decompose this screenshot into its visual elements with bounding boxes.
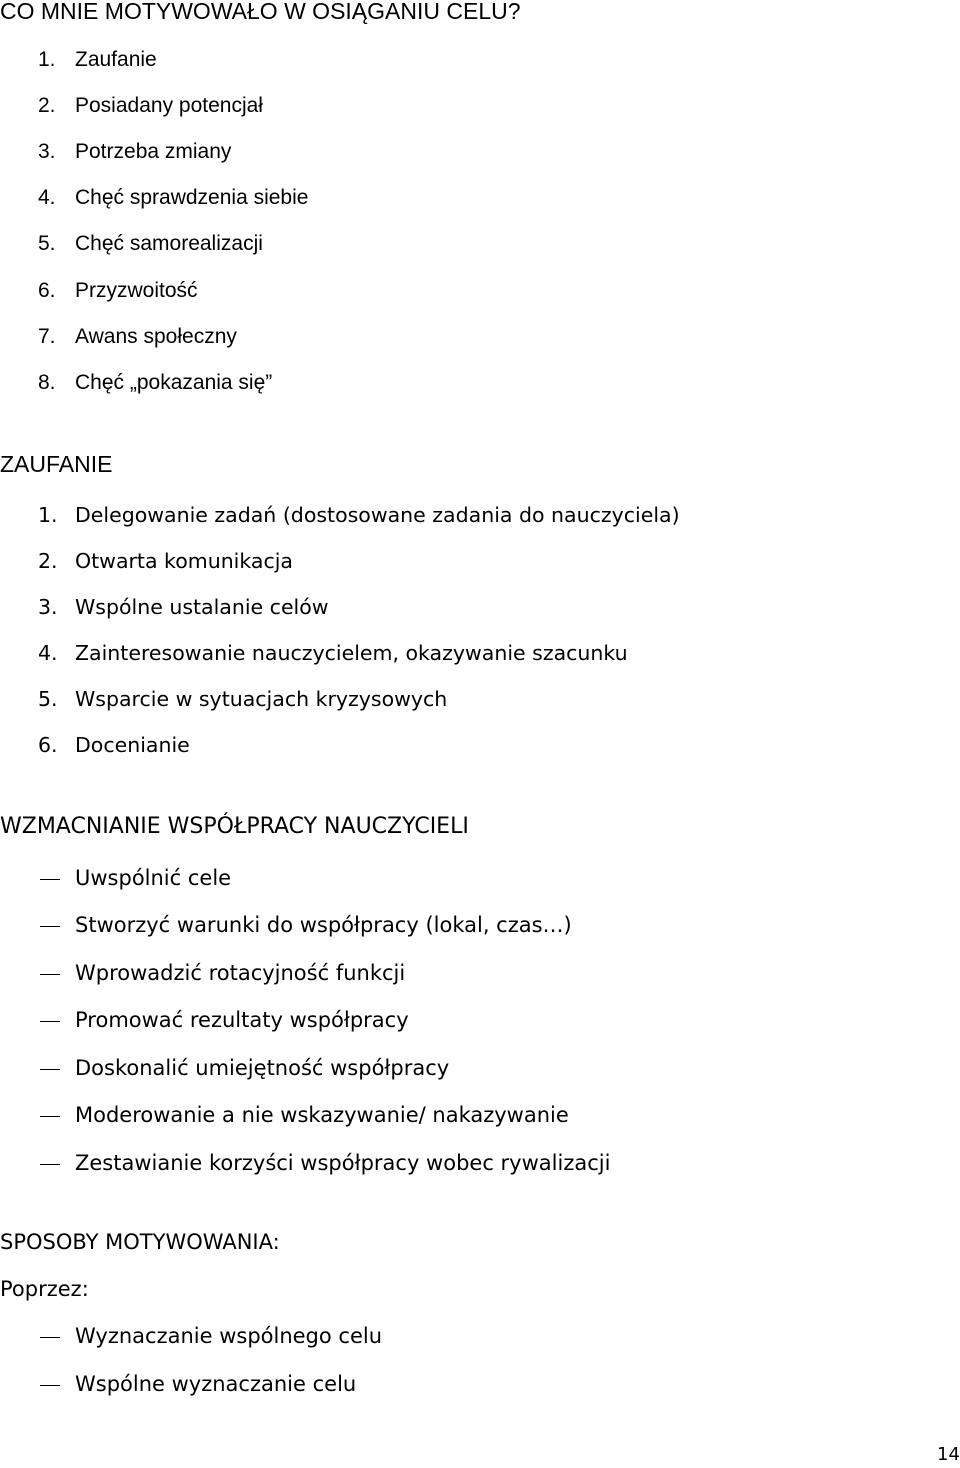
list-item <box>0 326 960 352</box>
bullet-item <box>0 868 960 894</box>
section-title-trust: ZAUFANIE <box>0 451 113 477</box>
list-text: Zaufanie <box>75 48 157 71</box>
bullet-text: Moderowanie a nie wskazywanie/ nakazywanie <box>75 1103 569 1127</box>
list-number: 4. <box>38 641 58 665</box>
list-item <box>0 551 960 577</box>
list-item <box>0 597 960 623</box>
list-text: Posiadany potencjał <box>75 94 263 117</box>
bullet-item <box>0 1153 960 1179</box>
bullet-text: Doskonalić umiejętność współpracy <box>75 1056 450 1080</box>
list-text: Delegowanie zadań (dostosowane zadania do nauczyciela) <box>75 503 680 527</box>
list-item <box>0 689 960 715</box>
list-number: 5. <box>38 687 58 711</box>
list-number: 5. <box>38 232 56 255</box>
list-number: 7. <box>38 325 56 348</box>
bullet-item <box>0 963 960 989</box>
list-number: 2. <box>38 94 56 117</box>
list-item <box>0 95 960 121</box>
list-number: 6. <box>38 733 58 757</box>
list-text: Potrzeba zmiany <box>75 140 232 163</box>
dash-bullet-icon <box>40 1337 60 1338</box>
list-item <box>0 643 960 669</box>
dash-bullet-icon <box>40 1385 60 1386</box>
list-text: Zainteresowanie nauczycielem, okazywanie szacunku <box>75 641 628 665</box>
list-number: 2. <box>38 549 58 573</box>
section-title-methods: SPOSOBY MOTYWOWANIA: <box>0 1230 280 1254</box>
dash-bullet-icon <box>40 1069 60 1070</box>
bullet-item <box>0 1010 960 1036</box>
list-text: Wspólne ustalanie celów <box>75 595 329 619</box>
page-number: 14 <box>937 1444 960 1465</box>
bullet-text: Wyznaczanie wspólnego celu <box>75 1324 383 1348</box>
bullet-item <box>0 1374 960 1400</box>
list-item <box>0 280 960 306</box>
bullet-item <box>0 915 960 941</box>
bullet-text: Stworzyć warunki do współpracy (lokal, czas…) <box>75 913 572 937</box>
list-item <box>0 233 960 259</box>
list-item <box>0 141 960 167</box>
list-number: 4. <box>38 186 56 209</box>
dash-bullet-icon <box>40 974 60 975</box>
list-item <box>0 187 960 213</box>
bullet-text: Wspólne wyznaczanie celu <box>75 1372 357 1396</box>
dash-bullet-icon <box>40 926 60 927</box>
list-number: 1. <box>38 48 56 71</box>
list-text: Wsparcie w sytuacjach kryzysowych <box>75 687 448 711</box>
list-item <box>0 49 960 75</box>
list-text: Awans społeczny <box>75 325 237 348</box>
list-text: Chęć sprawdzenia siebie <box>75 186 309 209</box>
list-text: Docenianie <box>75 733 190 757</box>
bullet-text: Uwspólnić cele <box>75 866 232 890</box>
list-item <box>0 505 960 531</box>
list-text: Otwarta komunikacja <box>75 549 293 573</box>
list-number: 3. <box>38 140 56 163</box>
bullet-item <box>0 1105 960 1131</box>
list-item <box>0 735 960 761</box>
bullet-text: Promować rezultaty współpracy <box>75 1008 409 1032</box>
list-number: 1. <box>38 503 58 527</box>
list-number: 3. <box>38 595 58 619</box>
section-title-cooperation: WZMACNIANIE WSPÓŁPRACY NAUCZYCIELI <box>0 814 469 839</box>
dash-bullet-icon <box>40 1164 60 1165</box>
list-number: 6. <box>38 279 56 302</box>
list-text: Przyzwoitość <box>75 279 198 302</box>
bullet-item <box>0 1058 960 1084</box>
section-subtitle-methods: Poprzez: <box>0 1277 89 1301</box>
bullet-item <box>0 1326 960 1352</box>
section-title-motivation: CO MNIE MOTYWOWAŁO W OSIĄGANIU CELU? <box>0 0 521 24</box>
list-text: Chęć „pokazania się” <box>75 371 273 394</box>
dash-bullet-icon <box>40 1116 60 1117</box>
list-number: 8. <box>38 371 56 394</box>
bullet-text: Wprowadzić rotacyjność funkcji <box>75 961 406 985</box>
dash-bullet-icon <box>40 1021 60 1022</box>
bullet-text: Zestawianie korzyści współpracy wobec rywalizacji <box>75 1151 611 1175</box>
list-item <box>0 372 960 398</box>
dash-bullet-icon <box>40 879 60 880</box>
list-text: Chęć samorealizacji <box>75 232 263 255</box>
